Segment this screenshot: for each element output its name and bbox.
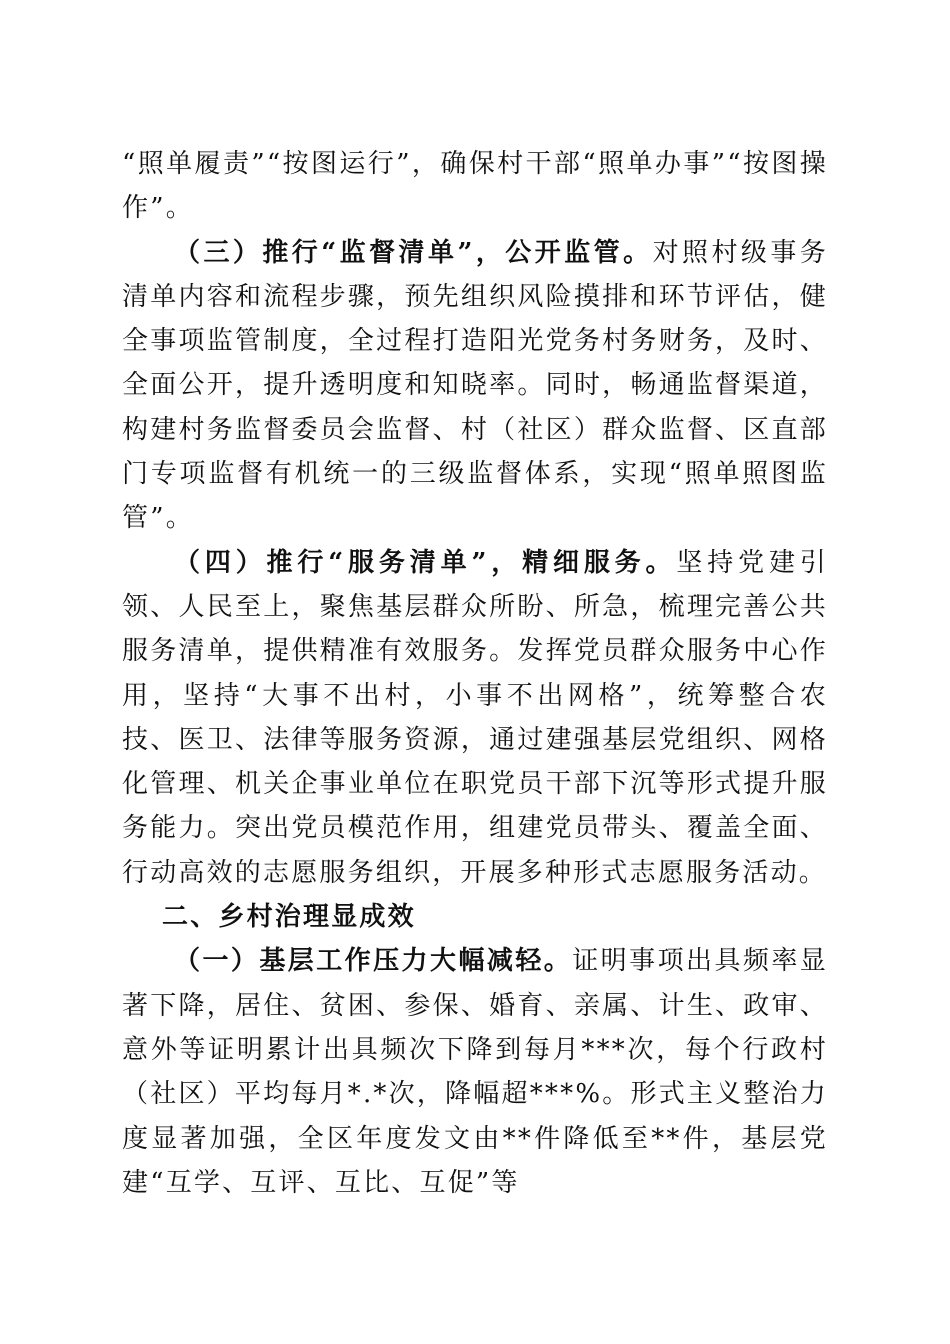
paragraph-workload-reduction	[122, 939, 828, 1205]
section-heading: 二、乡村治理显成效	[162, 902, 416, 933]
document-page	[122, 142, 828, 1205]
paragraph-text: 对照村级事务清单内容和流程步骤，预先组织风险摸排和环节评估，健全事项监管制度，全过程打造阳光党务村务财务，及时、全面公开，提升透明度和知晓率。同时，畅通监督渠道，构建村务监督委员会监督、村（社区）群众监督、区直部门专项监督有机统一的三级监督体系，实现“照单照图监管”。	[122, 237, 829, 534]
paragraph-text: 坚持党建引领、人民至上，聚焦基层群众所盼、所急，梳理完善公共服务清单，提供精准有效服务。发挥党员群众服务中心作用，坚持“大事不出村，小事不出网格”，统筹整合农技、医卫、法律等服务资源，通过建强基层党组织、网格化管理、机关企事业单位在职党员干部下沉等形式提升服务能力。突出党员模范作用，组建党员带头、覆盖全面、行动高效的志愿服务组织，开展多种形式志愿服务活动。	[122, 547, 828, 888]
paragraph-lead: （一）基层工作压力大幅减轻。	[174, 946, 573, 977]
paragraph-service-list	[122, 541, 828, 895]
paragraph-text: 证明事项出具频率显著下降，居住、贫困、参保、婚育、亲属、计生、政审、意外等证明累计出具频次下降到每月***次，每个行政村（社区）平均每月*.*次，降幅超***%。形式主义整治力度显著加强，全区年度发文由**件降低至**件，基层党建“互学、互评、互比、互促”等	[122, 946, 828, 1198]
paragraph-continuation	[122, 142, 828, 231]
paragraph-lead: （四）推行“服务清单”，精细服务。	[174, 547, 677, 578]
paragraph-lead: （三）推行“监督清单”，公开监管。	[174, 237, 653, 268]
paragraph-supervision-list	[122, 231, 828, 541]
paragraph-text: “照单履责”“按图运行”，确保村干部“照单办事”“按图操作”。	[122, 149, 828, 224]
